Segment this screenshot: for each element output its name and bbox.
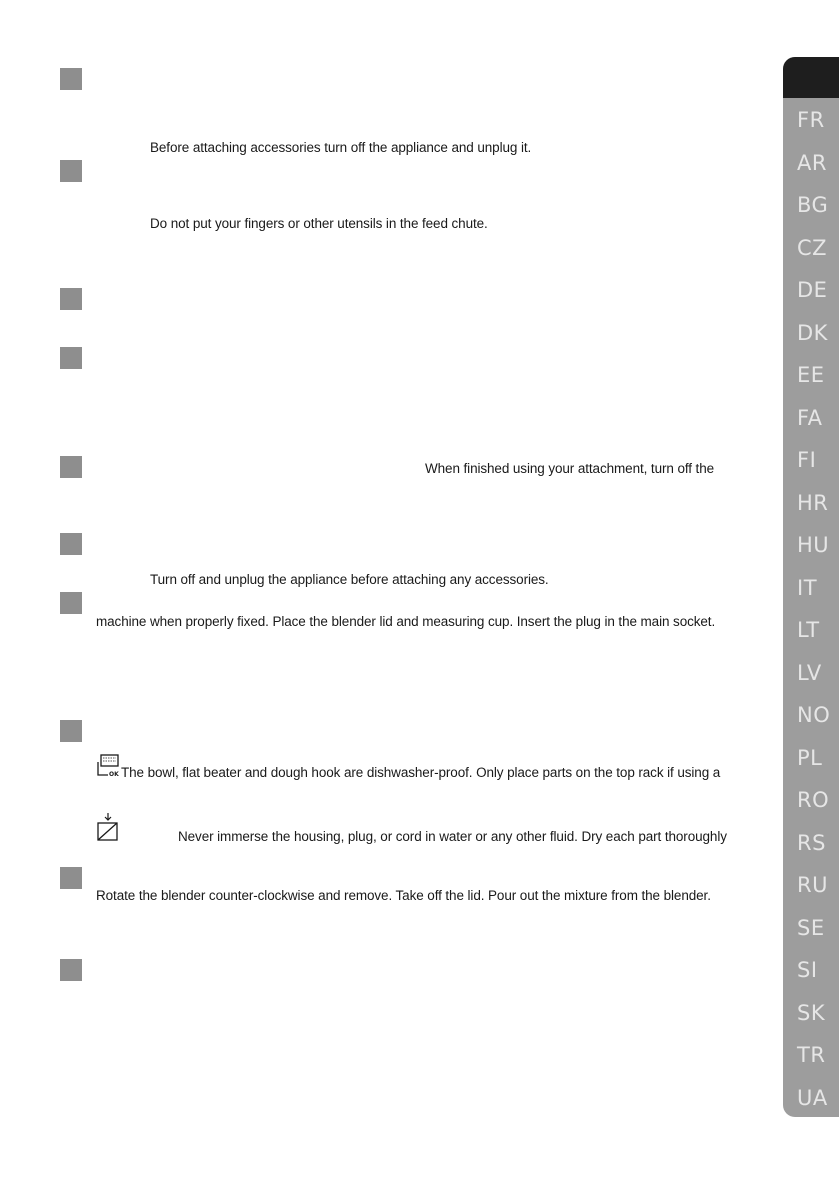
instruction-text: Turn off and unplug the appliance before attaching any accessories. xyxy=(150,572,549,587)
ok-label: OK xyxy=(109,771,119,778)
dishwasher-safe-icon xyxy=(96,754,120,778)
tab-se[interactable]: SE xyxy=(797,915,825,940)
tab-hr[interactable]: HR xyxy=(797,490,829,515)
step-marker xyxy=(60,592,82,614)
tab-de[interactable]: DE xyxy=(797,278,828,302)
tab-si[interactable]: SI xyxy=(797,958,818,982)
tab-cz[interactable]: CZ xyxy=(797,235,828,260)
instruction-text: Never immerse the housing, plug, or cord in water or any other fluid. Dry each part thoroughly xyxy=(178,829,727,844)
tab-ua[interactable]: UA xyxy=(797,1085,828,1110)
step-marker xyxy=(60,456,82,478)
step-marker xyxy=(60,720,82,742)
step-marker xyxy=(60,288,82,310)
tab-lv[interactable]: LV xyxy=(797,660,822,685)
tab-ro[interactable]: RO xyxy=(797,788,830,812)
tab-no[interactable]: NO xyxy=(797,703,831,727)
tab-ee[interactable]: EE xyxy=(797,363,825,387)
instruction-text: The bowl, flat beater and dough hook are dishwasher-proof. Only place parts on the top rack if using a xyxy=(121,765,721,780)
language-tabs xyxy=(783,57,839,1117)
instruction-text: When finished using your attachment, turn off the xyxy=(425,461,715,476)
tab-fr[interactable]: FR xyxy=(797,108,825,132)
instruction-text: Before attaching accessories turn off the appliance and unplug it. xyxy=(150,140,532,155)
tab-pl[interactable]: PL xyxy=(797,745,823,770)
tab-hu[interactable]: HU xyxy=(797,533,830,557)
tab-rs[interactable]: RS xyxy=(797,830,826,855)
tab-sk[interactable]: SK xyxy=(797,1000,826,1025)
tab-tr[interactable]: TR xyxy=(797,1043,826,1067)
tab-fa[interactable]: FA xyxy=(797,405,823,430)
tab-ru[interactable]: RU xyxy=(797,873,828,897)
step-marker xyxy=(60,867,82,889)
step-marker xyxy=(60,533,82,555)
tab-lt[interactable]: LT xyxy=(797,618,820,642)
step-marker xyxy=(60,347,82,369)
step-marker xyxy=(60,160,82,182)
step-marker xyxy=(60,68,82,90)
instruction-text: Rotate the blender counter-clockwise and remove. Take off the lid. Pour out the mixture from the blender. xyxy=(96,888,711,903)
do-not-immerse-icon xyxy=(96,812,120,842)
instruction-text: Do not put your fingers or other utensils in the feed chute. xyxy=(150,216,488,231)
instruction-text: machine when properly fixed. Place the blender lid and measuring cup. Insert the plug in the main socket. xyxy=(96,614,716,629)
step-marker xyxy=(60,959,82,981)
tab-ar[interactable]: AR xyxy=(797,150,827,175)
tab-fi[interactable]: FI xyxy=(797,448,817,472)
tab-dk[interactable]: DK xyxy=(797,320,828,345)
tab-it[interactable]: IT xyxy=(797,575,818,600)
tab-bg[interactable]: BG xyxy=(797,193,829,217)
tab-active-en[interactable] xyxy=(783,57,839,98)
